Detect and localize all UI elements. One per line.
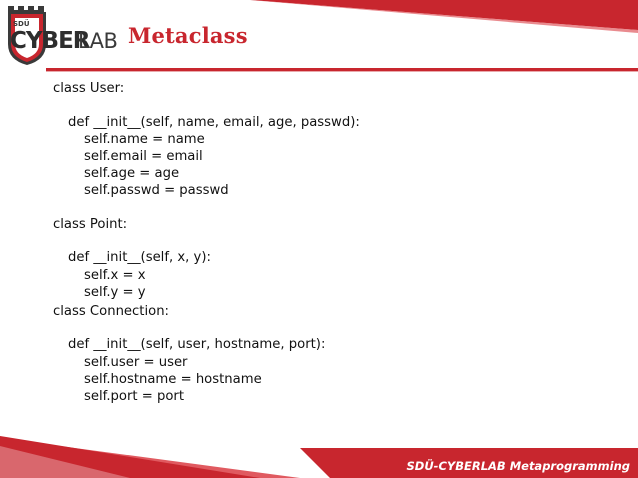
code-line: class Point: <box>53 216 128 232</box>
code-line: self.port = port <box>84 388 185 404</box>
code-line: def __init__(self, name, email, age, passwd): <box>68 114 360 130</box>
slide-footer: SDÜ-CYBERLAB Metaprogramming <box>406 459 630 473</box>
code-line: def __init__(self, user, hostname, port): <box>68 337 326 353</box>
logo-small-text: SDÜ <box>13 20 30 28</box>
code-line: def __init__(self, x, y): <box>68 250 211 266</box>
code-block <box>53 80 593 405</box>
cyberlab-logo <box>6 4 124 66</box>
logo-brand-left: CYBER <box>10 28 90 54</box>
code-line: self.x = x <box>84 267 146 283</box>
code-line: self.email = email <box>84 148 203 164</box>
code-line: self.y = y <box>84 284 146 300</box>
logo-brand-right: LAB <box>78 29 118 53</box>
code-line: self.age = age <box>84 165 180 181</box>
slide-title: Metaclass <box>128 23 248 48</box>
code-line: self.user = user <box>84 354 188 370</box>
code-line: self.hostname = hostname <box>84 371 262 387</box>
code-line: self.passwd = passwd <box>84 183 229 199</box>
code-line: class User: <box>53 81 125 96</box>
code-line: self.name = name <box>84 131 205 147</box>
header-divider-shadow <box>46 71 638 72</box>
code-line: class Connection: <box>53 303 169 319</box>
